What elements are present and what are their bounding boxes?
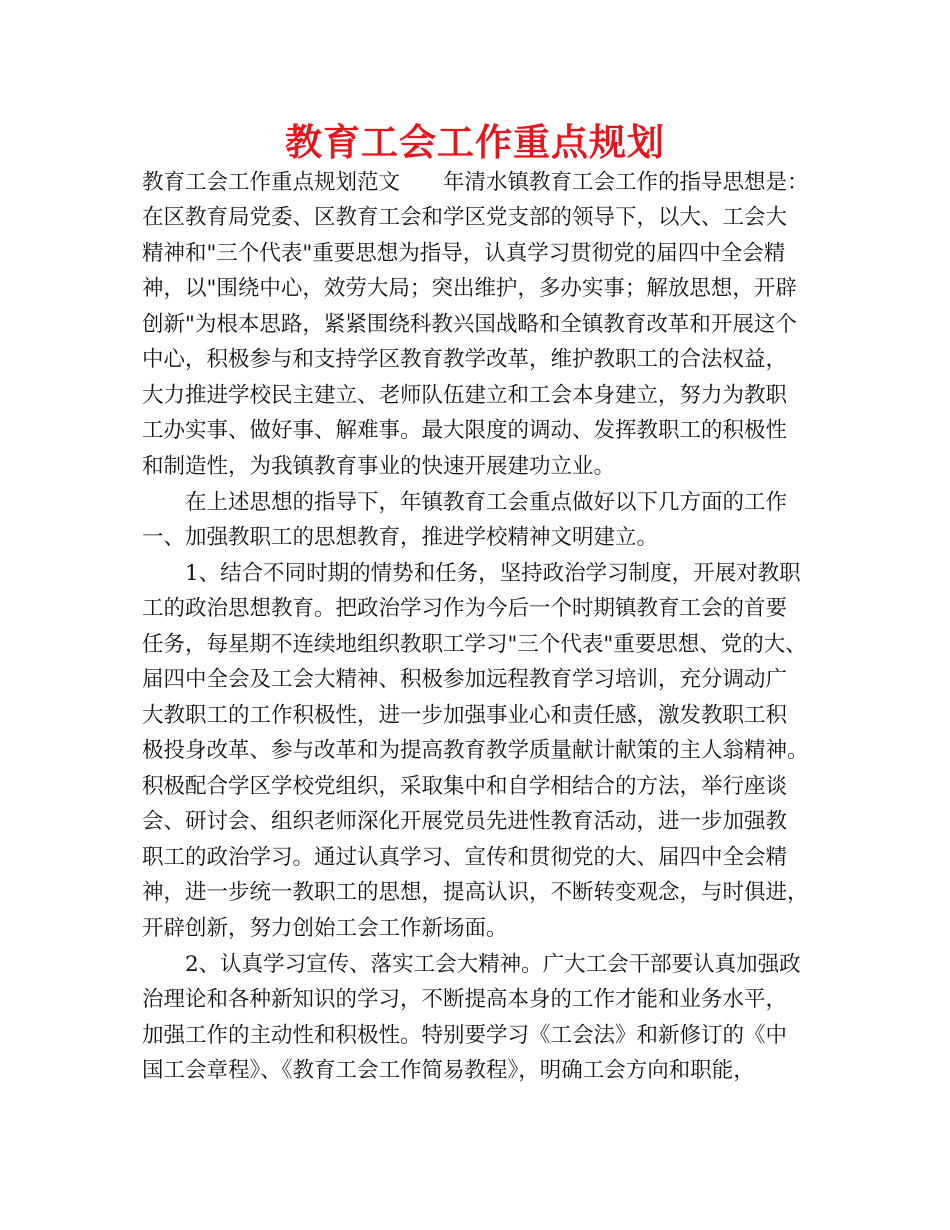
body-line: 积极配合学区学校党组织，采取集中和自学相结合的方法，举行座谈 — [142, 774, 788, 799]
body-line: 在区教育局党委、区教育工会和学区党支部的领导下，以大、工会大 — [142, 205, 788, 230]
body-line: 教育工会工作重点规划范文 年清水镇教育工会工作的指导思想是： — [142, 170, 809, 195]
body-line: 大教职工的工作积极性，进一步加强事业心和责任感，激发教职工积 — [142, 703, 788, 728]
body-line: 治理论和各种新知识的学习，不断提高本身的工作才能和业务水平， — [142, 987, 788, 1012]
body-line: 和制造性，为我镇教育事业的快速开展建功立业。 — [142, 454, 616, 479]
body-line: 1、结合不同时期的情势和任务，坚持政治学习制度，开展对教职 — [142, 561, 801, 586]
body-line: 精神和"三个代表"重要思想为指导，认真学习贯彻党的届四中全会精 — [142, 241, 786, 266]
body-line: 届四中全会及工会大精神、积极参加远程教育学习培训，充分调动广 — [142, 667, 788, 692]
document-title: 教育工会工作重点规划 — [285, 121, 665, 164]
body-line: 创新"为根本思路，紧紧围绕科教兴国战略和全镇教育改革和开展这个 — [142, 312, 797, 337]
body-line: 会、研讨会、组织老师深化开展党员先进性教育活动，进一步加强教 — [142, 809, 788, 834]
body-line: 中心，积极参与和支持学区教育教学改革，维护教职工的合法权益， — [142, 347, 788, 372]
body-line: 神，进一步统一教职工的思想，提高认识，不断转变观念，与时俱进， — [142, 880, 809, 905]
body-line: 任务，每星期不连续地组织教职工学习"三个代表"重要思想、党的大、 — [142, 632, 807, 657]
body-line: 国工会章程》、《教育工会工作简易教程》，明确工会方向和职能， — [142, 1058, 755, 1083]
body-line: 开辟创新，努力创始工会工作新场面。 — [142, 916, 508, 941]
body-line: 职工的政治学习。通过认真学习、宣传和贯彻党的大、届四中全会精 — [142, 845, 788, 870]
body-line: 工的政治思想教育。把政治学习作为今后一个时期镇教育工会的首要 — [142, 596, 788, 621]
section-heading: 一、加强教职工的思想教育，推进学校精神文明建立。 — [142, 525, 659, 550]
body-line: 极投身改革、参与改革和为提高教育教学质量献计献策的主人翁精神。 — [142, 738, 809, 763]
body-line: 工办实事、做好事、解难事。最大限度的调动、发挥教职工的积极性 — [142, 418, 788, 443]
body-line: 在上述思想的指导下，年镇教育工会重点做好以下几方面的工作 — [142, 490, 788, 515]
body-line: 2、认真学习宣传、落实工会大精神。广大工会干部要认真加强政 — [142, 952, 801, 977]
body-line: 加强工作的主动性和积极性。特别要学习《工会法》和新修订的《中 — [142, 1023, 788, 1048]
body-line: 神，以"围绕中心，效劳大局；突出维护，多办实事；解放思想，开辟 — [142, 276, 797, 301]
body-line: 大力推进学校民主建立、老师队伍建立和工会本身建立，努力为教职 — [142, 383, 788, 408]
